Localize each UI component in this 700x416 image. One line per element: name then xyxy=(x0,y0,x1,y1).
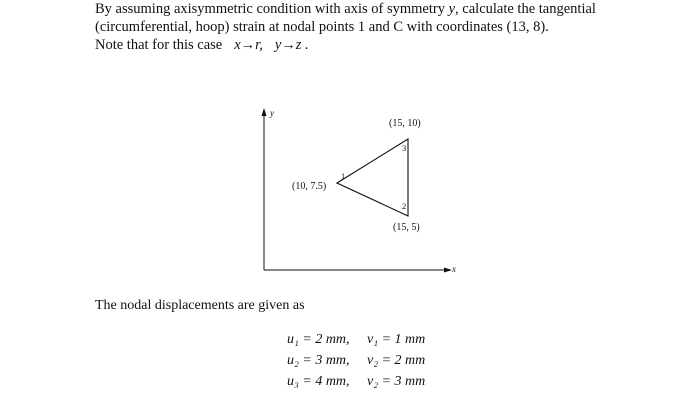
y-axis-arrowhead xyxy=(262,108,267,116)
problem-line-2: (circumferential, hoop) strain at nodal points 1 and C with coordinates (13, 8). xyxy=(95,19,549,35)
problem-line-1 xyxy=(95,0,685,18)
displacement-row xyxy=(287,329,447,350)
problem-line-1-end: , calculate the tangential xyxy=(455,1,596,17)
figure-svg xyxy=(250,100,470,285)
coord-node-3: (15, 10) xyxy=(389,118,421,129)
u3-value: u₃ = 4 mm, xyxy=(287,374,350,389)
element-figure xyxy=(250,100,470,285)
x-axis-arrowhead xyxy=(444,268,452,273)
v1-value: v₁ = 1 mm xyxy=(367,332,426,347)
node-number-1: 1 xyxy=(341,171,346,181)
problem-line-3-start: Note that for this case xyxy=(95,37,223,53)
problem-line-3 xyxy=(95,36,685,54)
y-axis-label: y xyxy=(270,108,274,118)
displacement-intro: The nodal displacements are given as xyxy=(95,298,305,313)
coord-node-2: (15, 5) xyxy=(393,222,420,233)
symmetry-axis-variable: y xyxy=(448,1,456,17)
x-axis-label: x xyxy=(452,264,456,274)
mapping-y-to-z: y→z . xyxy=(274,37,309,53)
displacement-row xyxy=(287,371,447,392)
u2-value: u₂ = 3 mm, xyxy=(287,353,350,368)
triangle-element xyxy=(337,139,408,216)
u1-value: u₁ = 2 mm, xyxy=(287,332,350,347)
problem-line-1-start: By assuming axisymmetric condition with axis of symmetry xyxy=(95,1,449,17)
problem-statement xyxy=(95,0,685,54)
coord-node-1: (10, 7.5) xyxy=(292,181,327,192)
displacement-row xyxy=(287,350,447,371)
node-number-3: 3 xyxy=(402,143,407,153)
displacement-table xyxy=(287,329,447,392)
v3-value: v₂ = 3 mm xyxy=(367,374,426,389)
mapping-x-to-r: x→r, xyxy=(234,37,263,53)
v2-value: v₂ = 2 mm xyxy=(367,353,426,368)
node-number-2: 2 xyxy=(402,201,407,211)
